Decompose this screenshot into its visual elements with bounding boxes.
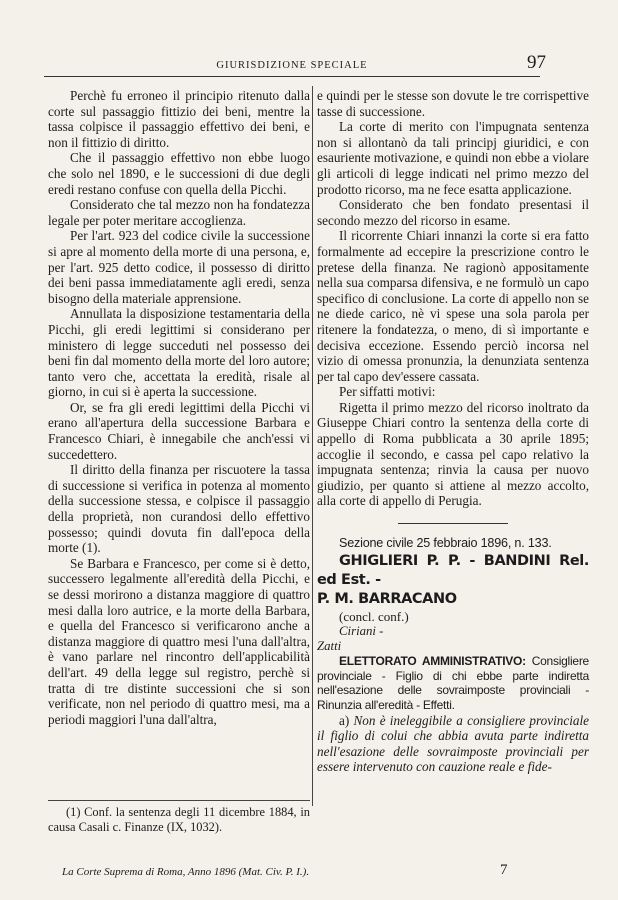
page-number: 97 <box>527 52 546 73</box>
case-conclusion: (concl. conf.) <box>339 608 409 624</box>
paragraph: Rigetta il primo mezzo del ricorso inoltrato da Giuseppe Chiari contro la sentenza della corte di appello di Roma pubblicata a 30 aprile 1895; accoglie il secondo, e cassa pel capo relativo la impugnata sentenza; rinvia la causa per nuovo giudizio, per quanto si attiene al mezzo accolto, alla corte di appello di Perugia. <box>317 399 589 509</box>
case-judge-1: Ciriani - <box>339 624 384 639</box>
paragraph: Perchè fu erroneo il principio ritenuto dalla corte sul passaggio fittizio dei beni, mentre la tassa colpisce il passaggio effettivo dei beni, e non il fittizio di diritto. <box>48 88 310 150</box>
paragraph: Considerato che tal mezzo non ha fondatezza legale per poter meritare accoglienza. <box>48 197 310 228</box>
case-parties-line1: GHIGLIERI P. P. - BANDINI Rel. ed Est. - <box>317 552 589 588</box>
principle-text: Non è ineleggibile a consigliere provinciale il figlio di colui che abbia avuta parte indiretta nell'esazione delle sovraimposte provinciali per essere intervenuto con cauzione reale e fide- <box>317 712 589 775</box>
case-parties-line2: P. M. BARRACANO <box>317 590 457 607</box>
footnote: (1) Conf. la sentenza degli 11 dicembre 1884, in causa Casali c. Finanze (IX, 1032). <box>48 805 310 834</box>
section-separator <box>398 523 508 524</box>
massima-lead: ELETTORATO AMMINISTRATIVO: <box>339 654 526 669</box>
column-divider <box>312 86 313 806</box>
running-title: GIURISDIZIONE SPECIALE <box>216 60 368 71</box>
paragraph: Se Barbara e Francesco, per come si è detto, successero legalmente all'eredità della Picchi, e se dessi morirono a distanza maggiore di quattro mesi dalla loro autrice, e la morte della Barbara, e quella del Francesco si verificarono anche a distanza maggiore di quattro mesi l'una dall'altra, è vano parlare nel rincontro dell'applicabilità dell'art. 49 della legge sul registro, perchè si tratta di tre distinte successioni che si son verificate, non nel periodo di quattro mesi, ma a periodi maggiori l'una dall'altra, <box>48 555 310 727</box>
paragraph: Il ricorrente Chiari innanzi la corte si era fatto formalmente ad eccepire la prescrizione contro le pretese della finanza. Ne ragionò appositamente nella sua comparsa difensiva, e ne formulò un capo specifico di conclusione. La corte di appello non se ne diede carico, nè vi spese una sola parola per ritenere la fondatezza, o meno, di sì importante e decisiva eccezione. Essendo perciò incorsa nel vizio di omessa pronunzia, la denunziata sentenza per tal capo dev'essere cassata. <box>317 228 589 384</box>
case-section: Sezione civile 25 febbraio 1896, n. 133. <box>339 536 552 551</box>
case-judge-2: Zatti <box>317 639 342 654</box>
case-judges <box>317 624 589 654</box>
paragraph: Or, se fra gli eredi legittimi della Picchi vi erano all'apertura della successione Barbara e Francesco Chiari, è innegabile che anch'essi vi succedettero. <box>48 399 310 462</box>
paragraph: Che il passaggio effettivo non ebbe luogo che solo nel 1890, e le successioni di due degli eredi restano confuse con quella della Picchi. <box>48 150 310 197</box>
right-column <box>317 88 589 775</box>
page-footer: La Corte Suprema di Roma, Anno 1896 (Mat. Civ. P. I.). <box>62 866 310 878</box>
paragraph: Annullata la disposizione testamentaria della Picchi, gli eredi legittimi si considerano per ministero di legge succeduti nel possesso dei beni fin dal momento della morte del loro autore; tanto vero che, accettata la eredità, risale al giorno, in cui si è aperta la successione. <box>48 306 310 400</box>
paragraph: La corte di merito con l'impugnata sentenza non si allontanò da tali principj giuridici, e con esauriente motivazione, e quindi non ebbe a violare gli articoli di legge indicati nel primo mezzo del prodotto ricorso, ma ne fece esatta applicazione. <box>317 119 589 197</box>
footnote-rule <box>48 800 310 801</box>
page-header <box>44 52 546 78</box>
paragraph: Il diritto della finanza per riscuotere la tassa di successione si verifica in potenza al momento della successione stessa, e colpisce il passaggio della proprietà, non curandosi dello effettivo possesso; quindi dovuta fin dall'epoca della morte (1). <box>48 462 310 556</box>
left-column <box>48 88 310 727</box>
paragraph: e quindi per le stesse son dovute le tre corrispettive tasse di successione. <box>317 88 589 119</box>
paragraph: Considerato che ben fondato presentasi il secondo mezzo del ricorso in esame. <box>317 197 589 228</box>
case-parties <box>317 552 589 609</box>
massima-text: Consigliere provinciale - Figlio di chi ebbe parte indiretta nell'esazione delle sovraimposte provinciali - Rinunzia all'eredità - Effetti. <box>317 654 589 712</box>
signature-number: 7 <box>500 862 508 878</box>
principle-label: a) <box>339 712 350 728</box>
case-principle <box>317 713 589 775</box>
paragraph: Per siffatti motivi: <box>339 384 436 400</box>
paragraph: Per l'art. 923 del codice civile la successione si apre al momento della morte di una persona, e, per l'art. 925 detto codice, il possesso di diritto dei beni passa immediatamente agli eredi, senza bisogno della materiale apprensione. <box>48 228 310 306</box>
header-rule <box>44 76 540 77</box>
case-massima <box>317 654 589 712</box>
